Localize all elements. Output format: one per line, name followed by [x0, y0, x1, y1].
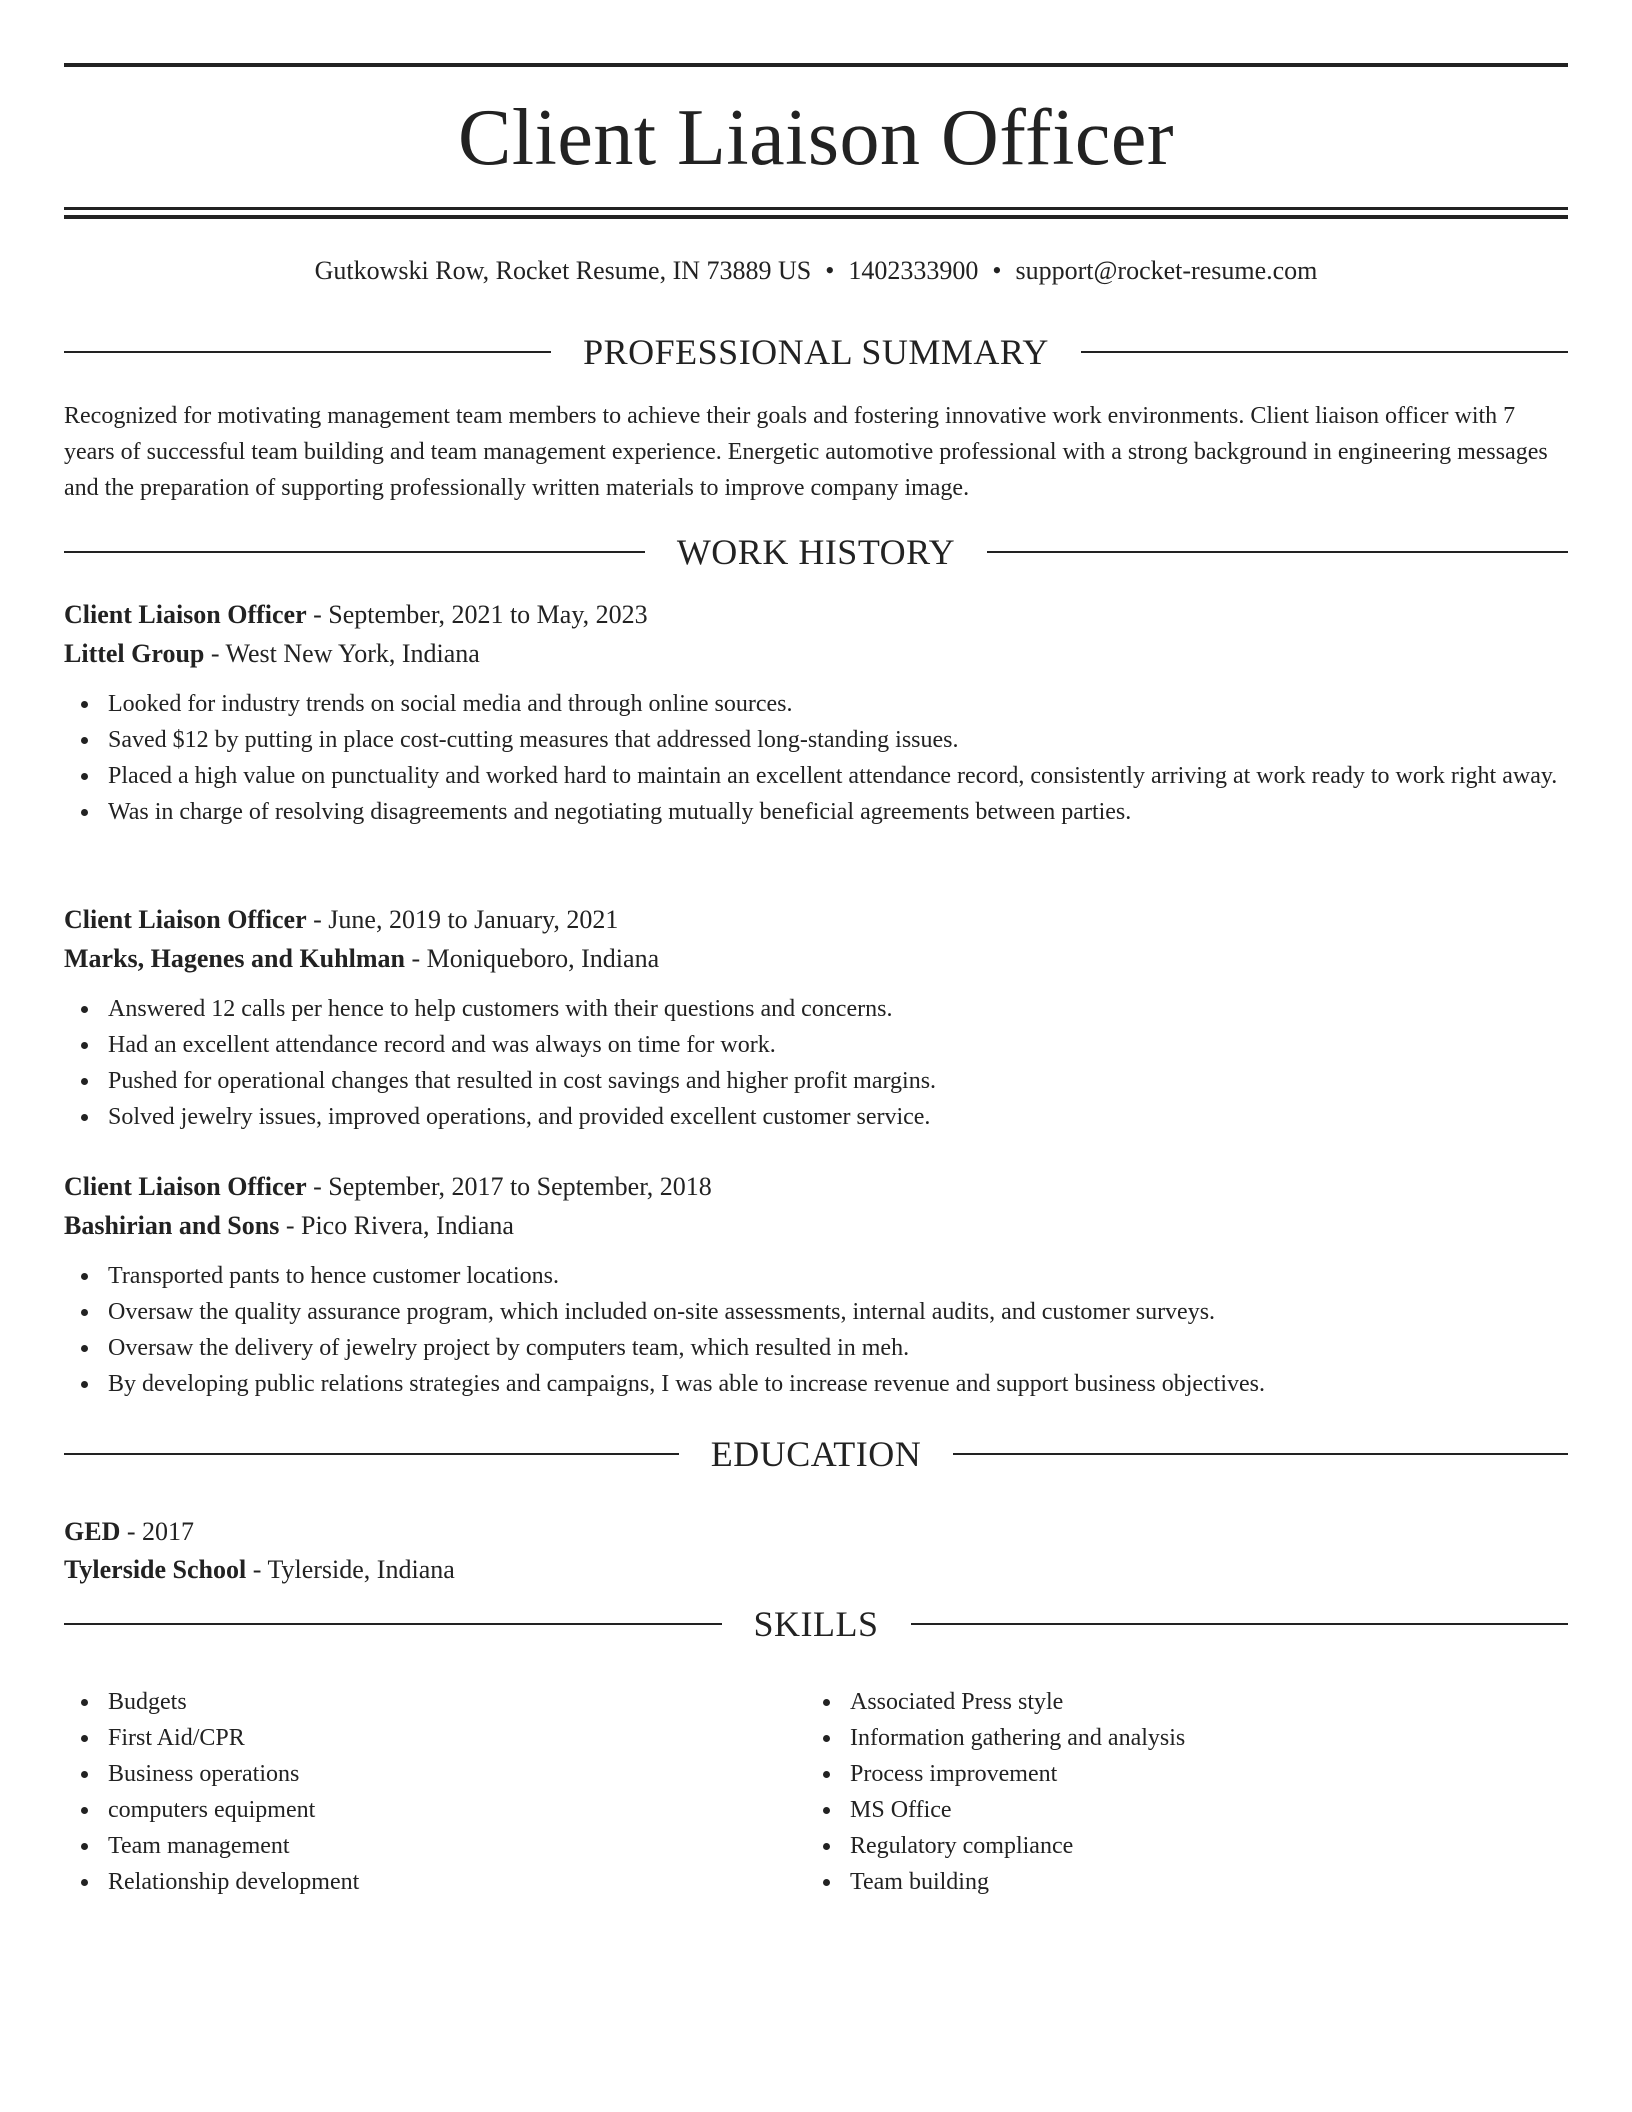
job-dates: - June, 2019 to January, 2021	[306, 905, 619, 934]
job-title-line	[64, 595, 1568, 634]
job-bullet: Solved jewelry issues, improved operations, and provided excellent customer service.	[108, 1099, 1568, 1135]
section-rule-right	[911, 1623, 1569, 1625]
job-bullets	[64, 1258, 1568, 1402]
skill-item: Associated Press style	[850, 1684, 1548, 1720]
job-bullet: By developing public relations strategies and campaigns, I was able to increase revenue and support business objectives.	[108, 1366, 1568, 1402]
job-bullet: Pushed for operational changes that resulted in cost savings and higher profit margins.	[108, 1063, 1568, 1099]
job-bullet: Saved $12 by putting in place cost-cutting measures that addressed long-standing issues.	[108, 722, 1568, 758]
section-header-education	[64, 1432, 1568, 1476]
job-company: Bashirian and Sons	[64, 1211, 280, 1240]
education-location: - Tylerside, Indiana	[246, 1555, 455, 1584]
summary-paragraph: Recognized for motivating management team members to achieve their goals and fostering innovative work environments. Client liaison officer with 7 years of successful team building and team management experience. Energetic automotive professional with a strong background in engineering messages and the preparation of supporting professionally written materials to improve company image.	[64, 403, 1548, 501]
job-bullets	[64, 686, 1568, 830]
skill-item: Budgets	[108, 1684, 806, 1720]
job-entry	[64, 900, 1568, 1135]
section-rule-left	[64, 551, 645, 553]
job-bullet: Looked for industry trends on social media and through online sources.	[108, 686, 1568, 722]
section-rule-left	[64, 1453, 679, 1455]
job-title-line	[64, 1167, 1568, 1206]
education-entry	[64, 1513, 1568, 1589]
section-rule-left	[64, 351, 551, 353]
education-year: - 2017	[120, 1517, 195, 1546]
contact-separator: •	[825, 256, 835, 285]
resume-name-heading: Client Liaison Officer	[458, 94, 1174, 182]
skill-item: Team building	[850, 1864, 1548, 1900]
skills-column-right	[806, 1684, 1548, 1900]
education-degree: GED	[64, 1517, 121, 1546]
job-company: Marks, Hagenes and Kuhlman	[64, 944, 405, 973]
section-rule-right	[953, 1453, 1568, 1455]
job-bullet: Placed a high value on punctuality and worked hard to maintain an excellent attendance record, consistently arriving at work ready to work right away.	[108, 758, 1568, 794]
skill-item: Regulatory compliance	[850, 1828, 1548, 1864]
job-location: - West New York, Indiana	[204, 639, 480, 668]
section-rule-right	[987, 551, 1568, 553]
job-bullet: Was in charge of resolving disagreements and negotiating mutually beneficial agreements between parties.	[108, 794, 1568, 830]
job-dates: - September, 2017 to September, 2018	[306, 1172, 712, 1201]
skills-column-left	[64, 1684, 806, 1900]
job-company-line	[64, 939, 1568, 978]
job-company-line	[64, 634, 1568, 673]
job-entry	[64, 595, 1568, 830]
section-title-education: EDUCATION	[710, 1434, 922, 1474]
job-bullet: Oversaw the quality assurance program, which included on-site assessments, internal audits, and customer surveys.	[108, 1294, 1568, 1330]
job-entry	[64, 1167, 1568, 1402]
section-header-skills	[64, 1602, 1568, 1646]
job-company-line	[64, 1206, 1568, 1245]
skills-bullets-left	[64, 1684, 806, 1900]
job-title: Client Liaison Officer	[64, 600, 307, 629]
job-dates: - September, 2021 to May, 2023	[306, 600, 648, 629]
contact-line	[64, 252, 1568, 290]
section-title-work-history: WORK HISTORY	[676, 532, 956, 572]
education-school-line	[64, 1551, 1568, 1589]
header-double-rule-upper	[64, 207, 1568, 210]
education-degree-line	[64, 1513, 1568, 1551]
skills-bullets-right	[806, 1684, 1548, 1900]
skill-item: Business operations	[108, 1756, 806, 1792]
job-title-line	[64, 900, 1568, 939]
section-header-work-history	[64, 530, 1568, 574]
job-title: Client Liaison Officer	[64, 1172, 307, 1201]
skills-list	[64, 1684, 1568, 1900]
job-location: - Pico Rivera, Indiana	[279, 1211, 514, 1240]
skill-item: Information gathering and analysis	[850, 1720, 1548, 1756]
skill-item: Team management	[108, 1828, 806, 1864]
header-top-rule	[64, 63, 1568, 67]
contact-separator: •	[992, 256, 1002, 285]
contact-phone: 1402333900	[848, 256, 979, 285]
contact-email: support@rocket-resume.com	[1015, 256, 1318, 285]
job-bullets	[64, 991, 1568, 1135]
skill-item: First Aid/CPR	[108, 1720, 806, 1756]
job-company: Littel Group	[64, 639, 205, 668]
section-rule-right	[1081, 351, 1568, 353]
skill-item: Relationship development	[108, 1864, 806, 1900]
education-school: Tylerside School	[64, 1555, 247, 1584]
skill-item: Process improvement	[850, 1756, 1548, 1792]
header-double-rule-lower	[64, 215, 1568, 219]
section-title-summary: PROFESSIONAL SUMMARY	[583, 332, 1049, 372]
skill-item: computers equipment	[108, 1792, 806, 1828]
skill-item: MS Office	[850, 1792, 1548, 1828]
job-bullet: Oversaw the delivery of jewelry project by computers team, which resulted in meh.	[108, 1330, 1568, 1366]
job-title: Client Liaison Officer	[64, 905, 307, 934]
job-location: - Moniqueboro, Indiana	[404, 944, 660, 973]
section-header-summary	[64, 330, 1568, 374]
job-bullet: Answered 12 calls per hence to help customers with their questions and concerns.	[108, 991, 1568, 1027]
job-bullet: Had an excellent attendance record and was always on time for work.	[108, 1027, 1568, 1063]
job-bullet: Transported pants to hence customer locations.	[108, 1258, 1568, 1294]
contact-address: Gutkowski Row, Rocket Resume, IN 73889 US	[314, 256, 812, 285]
section-title-skills: SKILLS	[753, 1604, 879, 1644]
section-rule-left	[64, 1623, 722, 1625]
